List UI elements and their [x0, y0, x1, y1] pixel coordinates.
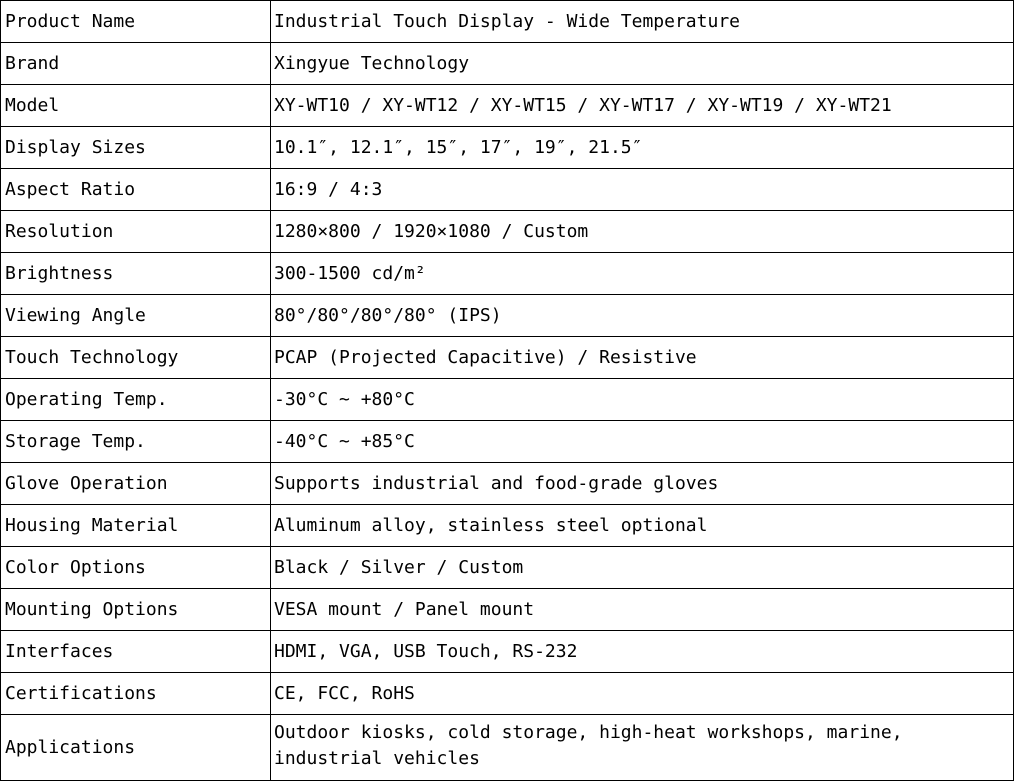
- spec-label: Resolution: [1, 211, 271, 253]
- spec-row-aspect-ratio: [1, 169, 1014, 211]
- spec-value: CE, FCC, RoHS: [271, 673, 1014, 715]
- spec-value: VESA mount / Panel mount: [271, 589, 1014, 631]
- spec-value: -40°C ~ +85°C: [271, 421, 1014, 463]
- spec-value: Outdoor kiosks, cold storage, high-heat workshops, marine, industrial vehicles: [271, 715, 1014, 781]
- spec-label: Interfaces: [1, 631, 271, 673]
- spec-value: 16:9 / 4:3: [271, 169, 1014, 211]
- spec-value: 10.1″, 12.1″, 15″, 17″, 19″, 21.5″: [271, 127, 1014, 169]
- spec-row-model: [1, 85, 1014, 127]
- spec-label: Aspect Ratio: [1, 169, 271, 211]
- spec-row-brand: [1, 43, 1014, 85]
- spec-label: Viewing Angle: [1, 295, 271, 337]
- spec-row-storage-temp: [1, 421, 1014, 463]
- spec-label: Certifications: [1, 673, 271, 715]
- spec-value: HDMI, VGA, USB Touch, RS-232: [271, 631, 1014, 673]
- spec-label: Model: [1, 85, 271, 127]
- spec-value: -30°C ~ +80°C: [271, 379, 1014, 421]
- spec-label: Operating Temp.: [1, 379, 271, 421]
- spec-value: Industrial Touch Display - Wide Temperature: [271, 1, 1014, 43]
- spec-value: Black / Silver / Custom: [271, 547, 1014, 589]
- spec-label: Mounting Options: [1, 589, 271, 631]
- spec-row-interfaces: [1, 631, 1014, 673]
- spec-label: Glove Operation: [1, 463, 271, 505]
- spec-label: Color Options: [1, 547, 271, 589]
- spec-table-body: [1, 1, 1014, 781]
- spec-label: Storage Temp.: [1, 421, 271, 463]
- spec-row-display-sizes: [1, 127, 1014, 169]
- spec-row-resolution: [1, 211, 1014, 253]
- spec-label: Brand: [1, 43, 271, 85]
- spec-value: 80°/80°/80°/80° (IPS): [271, 295, 1014, 337]
- spec-label: Brightness: [1, 253, 271, 295]
- spec-row-color-options: [1, 547, 1014, 589]
- spec-value: PCAP (Projected Capacitive) / Resistive: [271, 337, 1014, 379]
- spec-label: Display Sizes: [1, 127, 271, 169]
- spec-label: Applications: [1, 715, 271, 781]
- spec-row-operating-temp: [1, 379, 1014, 421]
- spec-label: Product Name: [1, 1, 271, 43]
- spec-value: Aluminum alloy, stainless steel optional: [271, 505, 1014, 547]
- spec-value: 1280×800 / 1920×1080 / Custom: [271, 211, 1014, 253]
- spec-row-applications: [1, 715, 1014, 781]
- spec-row-glove-operation: [1, 463, 1014, 505]
- spec-row-housing-material: [1, 505, 1014, 547]
- spec-label: Housing Material: [1, 505, 271, 547]
- spec-row-touch-technology: [1, 337, 1014, 379]
- spec-row-brightness: [1, 253, 1014, 295]
- spec-label: Touch Technology: [1, 337, 271, 379]
- spec-row-certifications: [1, 673, 1014, 715]
- spec-value: 300-1500 cd/m²: [271, 253, 1014, 295]
- spec-row-viewing-angle: [1, 295, 1014, 337]
- spec-value: Supports industrial and food-grade gloves: [271, 463, 1014, 505]
- spec-row-product-name: [1, 1, 1014, 43]
- spec-value: XY-WT10 / XY-WT12 / XY-WT15 / XY-WT17 / XY-WT19 / XY-WT21: [271, 85, 1014, 127]
- spec-value: Xingyue Technology: [271, 43, 1014, 85]
- spec-row-mounting-options: [1, 589, 1014, 631]
